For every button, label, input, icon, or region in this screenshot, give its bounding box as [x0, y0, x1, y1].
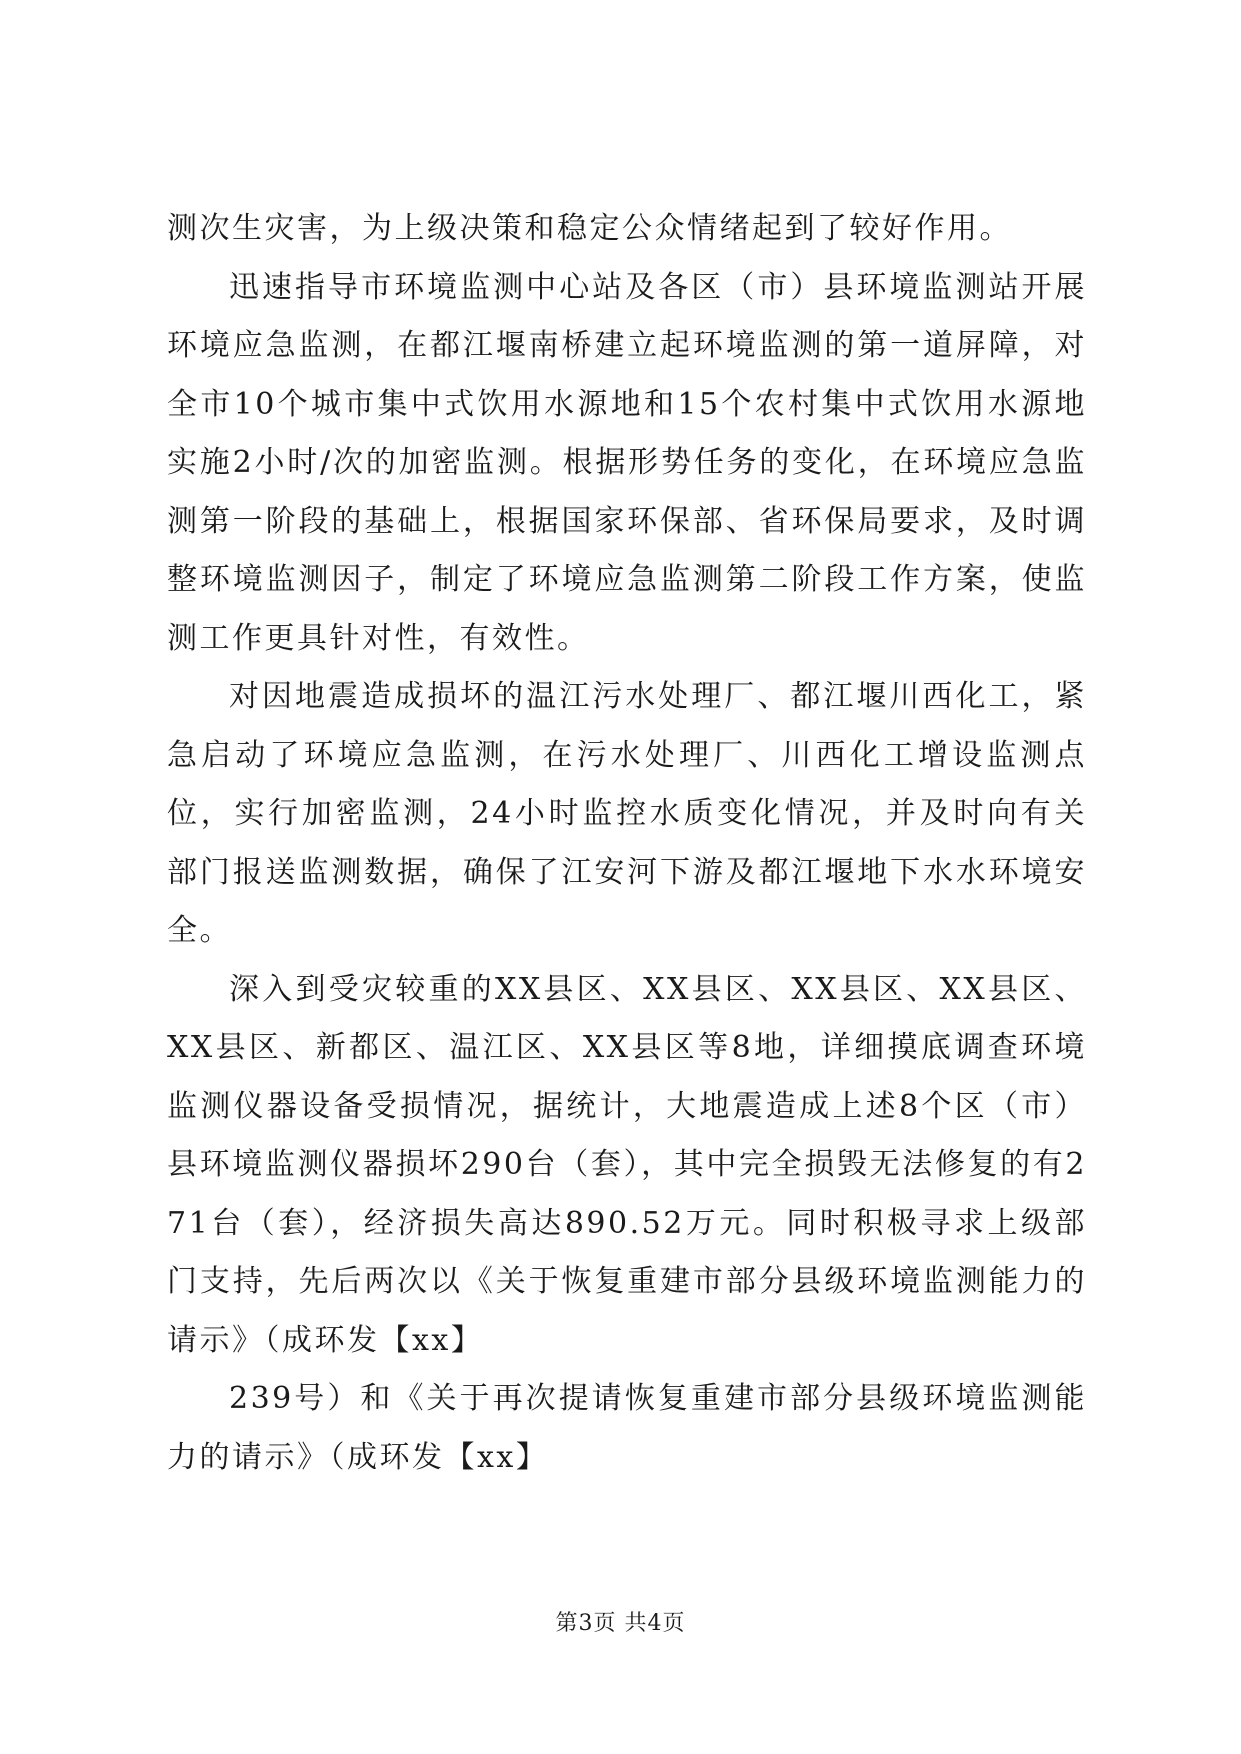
paragraph-request-docs: 239号）和《关于再次提请恢复重建市部分县级环境监测能力的请示》（成环发【xx】: [167, 1381, 1087, 1475]
paragraph-emergency-monitoring: 迅速指导市环境监测中心站及各区（市）县环境监测站开展环境应急监测，在都江堰南桥建立起环境监测的第一道屏障，对全市10个城市集中式饮用水源地和15个农村集中式饮用水源地实施2小时/次的加密监测。根据形势任务的变化，在环境应急监测第一阶段的基础上，根据国家环保部、省环保局要求，及时调整环境监测因子，制定了环境应急监测第二阶段工作方案，使监测工作更具针对性，有效性。: [167, 269, 1087, 656]
paragraph-continuation: 测次生灾害，为上级决策和稳定公众情绪起到了较好作用。: [167, 211, 1012, 246]
document-body: [167, 200, 1087, 1487]
paragraph-equipment-damage: 深入到受灾较重的XX县区、XX县区、XX县区、XX县区、XX县区、新都区、温江区、XX县区等8地，详细摸底调查环境监测仪器设备受损情况，据统计，大地震造成上述8个区（市）县环境监测仪器损坏290台（套），其中完全损毁无法修复的有271台（套），经济损失高达890.52万元。同时积极寻求上级部门支持，先后两次以《关于恢复重建市部分县级环境监测能力的请示》（成环发【xx】: [167, 971, 1087, 1358]
page-footer: 第3页 共4页: [555, 1611, 686, 1636]
paragraph-sewage-plant-monitoring: 对因地震造成损坏的温江污水处理厂、都江堰川西化工，紧急启动了环境应急监测，在污水处理厂、川西化工增设监测点位，实行加密监测，24小时监控水质变化情况，并及时向有关部门报送监测数据，确保了江安河下游及都江堰地下水水环境安全。: [167, 679, 1087, 948]
